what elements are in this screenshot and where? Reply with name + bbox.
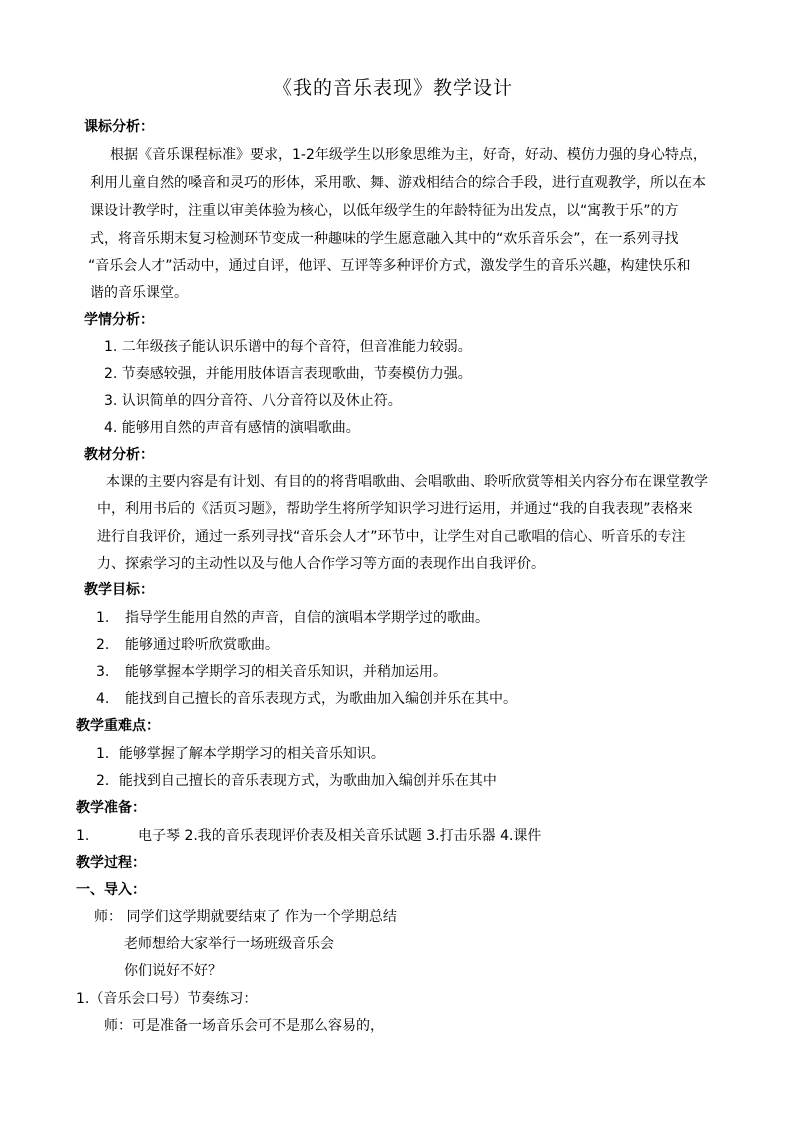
page-title: 《我的音乐表现》教学设计 [273,77,514,99]
list-item: 指导学生能用自然的声音，自信的演唱本学期学过的歌曲。 [125,610,489,626]
list-item-number: 4. [96,691,110,707]
section-heading-curriculum: 课标分析： [84,119,154,135]
paragraph-line: 根据《音乐课程标准》要求，1-2年级学生以形象思维为主，好奇，好动、模仿力强的身心特点， [110,147,707,163]
list-item: 2. 节奏感较强，并能用肢体语言表现歌曲，节奏模仿力强。 [104,366,472,382]
paragraph-line: “音乐会人才”活动中，通过自评，他评、互评等多种评价方式，激发学生的音乐兴趣，构建快乐和 [88,258,691,274]
section-heading-learners: 学情分析： [84,312,154,328]
list-item: 3. 认识简单的四分音符、八分音符以及休止符。 [104,393,402,409]
paragraph-line: 谐的音乐课堂。 [90,285,188,301]
paragraph-line: 力、探索学习的主动性以及与他人合作学习等方面的表现作出自我评价。 [97,556,545,572]
section-heading-process: 教学过程： [76,855,146,871]
list-item: 电子琴 2.我的音乐表现评价表及相关音乐试题 3.打击乐器 4.课件 [138,828,542,844]
subsection-heading-intro: 一、导入： [76,882,146,898]
paragraph-line: 中，利用书后的《活页习题》，帮助学生将所学知识学习进行运用，并通过“我的自我表现”表格来 [97,501,693,517]
paragraph-line: 本课的主要内容是有计划、有目的的将背唱歌曲、会唱歌曲、聆听欣赏等相关内容分布在课堂教学 [106,474,708,490]
section-heading-objectives: 教学目标： [84,582,154,598]
list-item: 4. 能够用自然的声音有感情的演唱歌曲。 [104,420,360,436]
section-heading-keypoints: 教学重难点： [76,718,160,734]
paragraph-line: 利用儿童自然的嗓音和灵巧的形体，采用歌、舞、游戏相结合的综合手段，进行直观教学，所以在本 [90,175,706,191]
list-item: 能找到自己擅长的音乐表现方式，为歌曲加入编创并乐在其中。 [125,691,517,707]
list-item: 能够掌握本学期学习的相关音乐知识，并稍加运用。 [125,664,447,680]
list-item: 1. 二年级孩子能认识乐谱中的每个音符，但音准能力较弱。 [104,339,472,355]
list-item-number: 3. [96,664,110,680]
list-item: 能够通过聆听欣赏歌曲。 [125,637,279,653]
paragraph-line: 式，将音乐期末复习检测环节变成一种趣味的学生愿意融入其中的“欢乐音乐会”，在一系列寻找 [90,231,679,247]
dialogue-line: 师：可是准备一场音乐会可不是那么容易的， [104,1018,384,1034]
paragraph-line: 课设计教学时，注重以审美体验为核心，以低年级学生的年龄特征为出发点，以“寓教于乐”的方 [90,203,679,219]
list-item: 1．能够掌握了解本学期学习的相关音乐知识。 [96,746,385,762]
dialogue-line: 老师想给大家举行一场班级音乐会 [124,936,334,952]
dialogue-line: 你们说好不好？ [124,963,222,979]
section-heading-preparation: 教学准备： [76,800,146,816]
list-item-number: 1. [76,828,90,844]
dialogue-line: 师： 同学们这学期就要结束了 作为一个学期总结 [94,909,397,925]
step-heading: 1.（音乐会口号）节奏练习： [76,991,258,1007]
list-item-number: 1. [96,610,110,626]
paragraph-line: 进行自我评价，通过一系列寻找“音乐会人才”环节中，让学生对自己歌唱的信心、听音乐的专注 [97,529,686,545]
list-item: 2．能找到自己擅长的音乐表现方式，为歌曲加入编创并乐在其中 [96,773,497,789]
list-item-number: 2. [96,637,110,653]
section-heading-material: 教材分析： [84,447,154,463]
